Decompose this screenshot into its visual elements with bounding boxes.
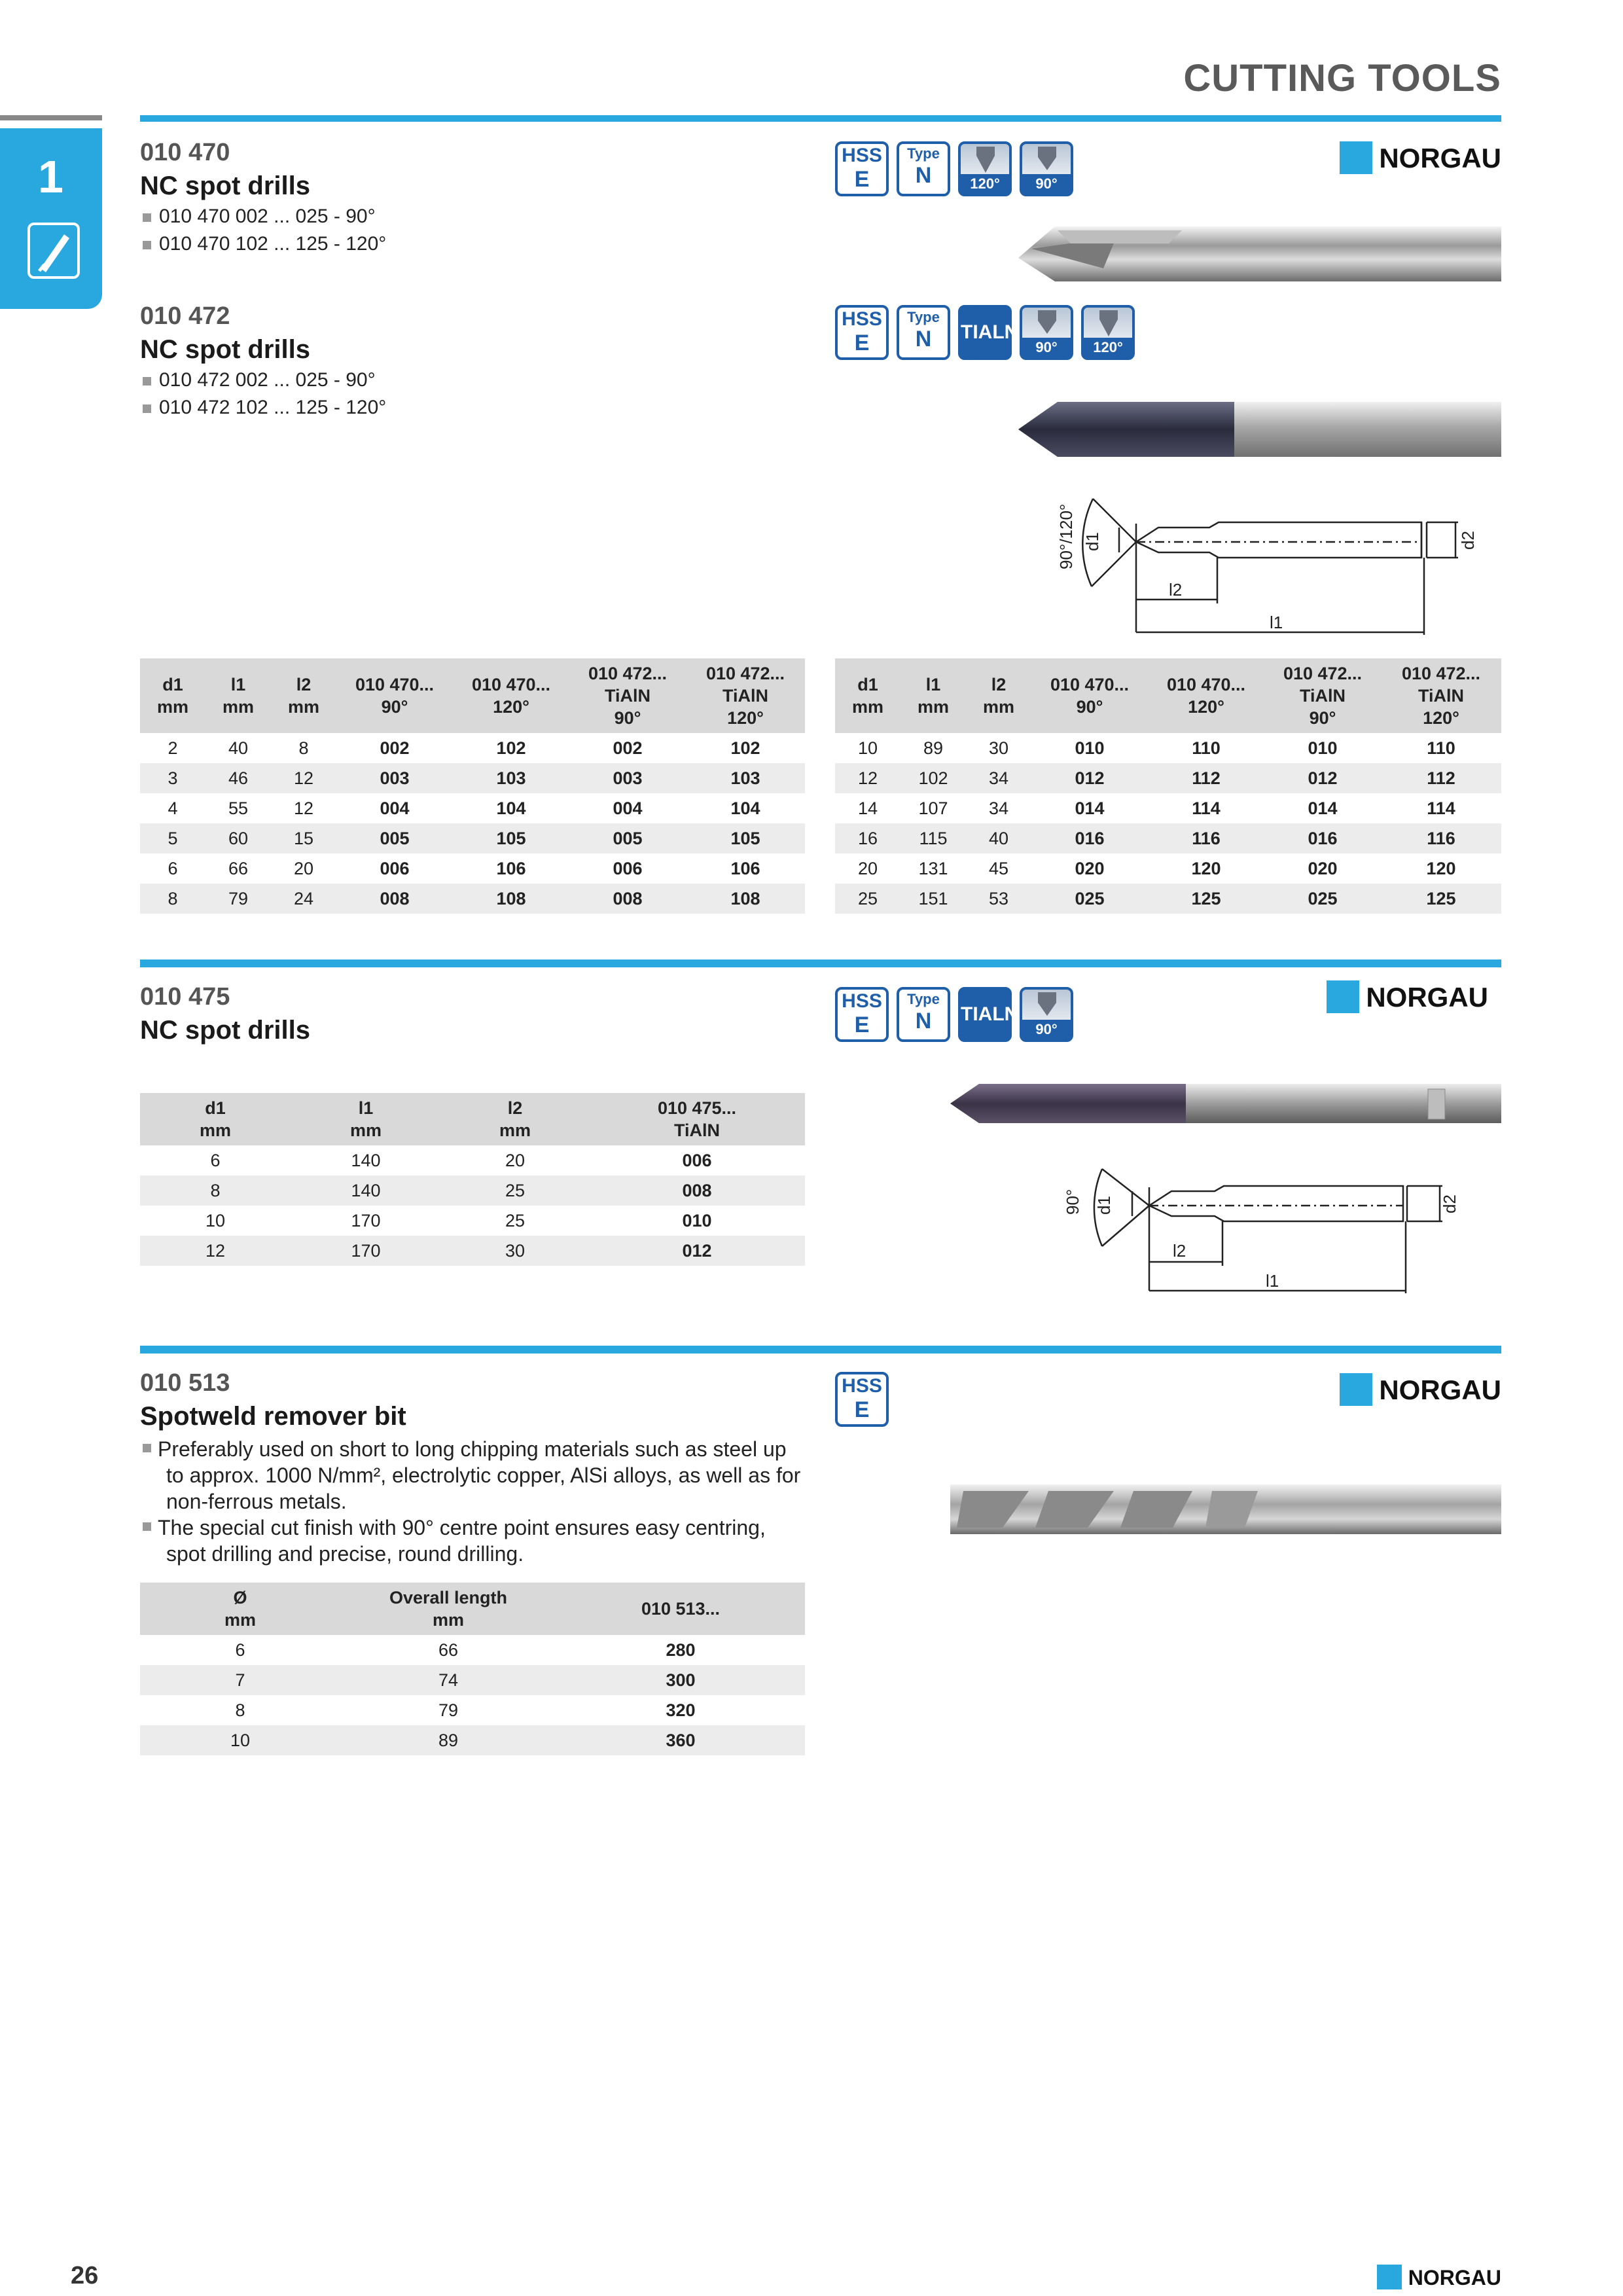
table-cell: 320 [666, 1700, 696, 1720]
table-cell: 55 [228, 798, 249, 818]
table-cell: 66 [228, 858, 249, 878]
table-cell: 45 [988, 858, 1009, 878]
column-header: 010 475... TiAlN [589, 1093, 805, 1145]
table-row [835, 853, 1501, 884]
table-cell: 79 [438, 1700, 459, 1720]
spot-drill-image [1018, 223, 1501, 285]
angle-90-icon: 90° [1020, 987, 1073, 1042]
table-cell: 106 [496, 858, 526, 878]
brand-logo: NORGAU [1340, 143, 1501, 177]
table-cell: 103 [686, 763, 805, 793]
table-row [140, 1665, 805, 1695]
section-code: 010 470 [140, 139, 230, 166]
table-cell: 107 [918, 798, 948, 818]
hss-e-badge: HSS E [835, 987, 889, 1042]
table-cell: 3 [140, 763, 205, 793]
list-item: 010 472 002 ... 025 - 90° [143, 369, 376, 391]
table-cell: 020 [1308, 858, 1338, 878]
column-header: l2 mm [966, 658, 1031, 733]
table-cell: 003 [569, 763, 686, 793]
table-cell: 108 [686, 884, 805, 914]
table-cell: 012 [1264, 763, 1381, 793]
table-cell: 2 [168, 738, 178, 758]
table-cell: 014 [1308, 798, 1338, 818]
table-cell: 40 [966, 823, 1031, 853]
table-row [140, 853, 805, 884]
size-table-513 [140, 1583, 805, 1755]
angle-120-icon: 120° [958, 141, 1012, 196]
table-cell: 004 [380, 798, 410, 818]
hss-e-badge: HSS E [835, 1372, 889, 1427]
table-cell: 25 [505, 1210, 526, 1230]
table-cell: 112 [1148, 763, 1264, 793]
column-header: 010 470... 90° [1031, 658, 1148, 733]
table-cell: 34 [966, 763, 1031, 793]
spotweld-bit-image [950, 1478, 1501, 1539]
table-row [140, 823, 805, 853]
column-header: l1 mm [291, 1093, 441, 1145]
list-item: 010 470 002 ... 025 - 90° [143, 206, 376, 228]
table-cell: 66 [438, 1640, 459, 1660]
table-cell: 112 [1381, 763, 1501, 793]
table-cell: 010 [682, 1210, 712, 1230]
l1-label: l1 [1266, 1271, 1279, 1291]
table-row [835, 823, 1501, 853]
column-header: d1 mm [140, 658, 205, 733]
table-cell: 120 [1191, 858, 1221, 878]
section-divider [140, 960, 1501, 967]
header-divider [0, 115, 102, 120]
angle-label: 90°/120° [1056, 503, 1076, 569]
type-n-badge: Type N [897, 141, 950, 196]
column-header: Overall length mm [340, 1583, 556, 1635]
table-cell: 110 [1427, 738, 1455, 758]
table-row [140, 793, 805, 823]
table-cell: 6 [235, 1640, 245, 1660]
l2-label: l2 [1173, 1241, 1186, 1261]
section-code: 010 472 [140, 302, 230, 330]
hss-e-badge: HSS E [835, 141, 889, 196]
header-rule [140, 115, 1501, 122]
long-spot-drill-image [950, 1080, 1501, 1127]
column-header: 010 472... TiAlN 120° [686, 658, 805, 733]
table-cell: 14 [857, 798, 878, 818]
column-header: 010 470... 120° [1148, 658, 1264, 733]
table-cell: 89 [923, 738, 944, 758]
table-cell: 280 [666, 1640, 696, 1660]
table-cell: 20 [857, 858, 878, 878]
table-cell: 108 [453, 884, 569, 914]
section-divider [140, 1346, 1501, 1354]
table-cell: 006 [613, 858, 643, 878]
table-cell: 006 [380, 858, 410, 878]
table-row [140, 1145, 805, 1175]
table-cell: 6 [168, 858, 178, 878]
page-number: 26 [71, 2262, 99, 2289]
table-cell: 125 [1148, 884, 1264, 914]
section-title: Spotweld remover bit [140, 1402, 406, 1431]
table-cell: 170 [291, 1236, 441, 1266]
table-cell: 40 [228, 738, 249, 758]
table-cell: 016 [1264, 823, 1381, 853]
brand-logo: NORGAU [1340, 1374, 1501, 1408]
table-row [140, 1695, 805, 1725]
table-cell: 10 [857, 738, 878, 758]
table-cell: 105 [686, 823, 805, 853]
page-header-title: CUTTING TOOLS [1183, 57, 1501, 99]
table-cell: 008 [336, 884, 453, 914]
column-header: l2 mm [441, 1093, 589, 1145]
column-header: l1 mm [901, 658, 966, 733]
table-cell: 24 [271, 884, 336, 914]
table-row [835, 884, 1501, 914]
table-row [140, 884, 805, 914]
table-cell: 125 [1381, 884, 1501, 914]
d1-label: d1 [1082, 532, 1102, 551]
column-header: l2 mm [271, 658, 336, 733]
table-cell: 8 [140, 884, 205, 914]
angle-label: 90° [1063, 1189, 1082, 1215]
column-header: d1 mm [140, 1093, 291, 1145]
list-item: 010 472 102 ... 125 - 120° [143, 397, 386, 419]
table-cell: 105 [453, 823, 569, 853]
table-cell: 151 [901, 884, 966, 914]
angle-120-icon: 120° [1081, 305, 1135, 360]
table-cell: 12 [271, 763, 336, 793]
table-cell: 116 [1381, 823, 1501, 853]
table-cell: 025 [1264, 884, 1381, 914]
table-cell: 012 [1031, 763, 1148, 793]
column-header: 010 472... TiAlN 90° [1264, 658, 1381, 733]
table-cell: 12 [140, 1236, 291, 1266]
table-cell: 10 [140, 1725, 340, 1755]
table-cell: 8 [235, 1700, 245, 1720]
footer-brand-logo: NORGAU [1377, 2266, 1501, 2292]
table-cell: 5 [140, 823, 205, 853]
table-cell: 140 [351, 1150, 381, 1170]
table-cell: 005 [336, 823, 453, 853]
table-row [140, 1725, 805, 1755]
table-row [140, 733, 805, 763]
section-title: NC spot drills [140, 1016, 311, 1045]
table-cell: 20 [293, 858, 314, 878]
table-cell: 16 [835, 823, 901, 853]
table-cell: 30 [441, 1236, 589, 1266]
table-cell: 102 [496, 738, 526, 758]
table-cell: 4 [168, 798, 178, 818]
table-cell: 114 [1427, 798, 1455, 818]
dimension-drawing [1021, 484, 1505, 648]
table-cell: 74 [340, 1665, 556, 1695]
table-cell: 8 [140, 1175, 291, 1206]
table-cell: 6 [210, 1150, 221, 1170]
column-header: 010 513... [556, 1583, 805, 1635]
table-cell: 131 [918, 858, 948, 878]
section-title: NC spot drills [140, 171, 311, 200]
column-header: 010 470... 90° [336, 658, 453, 733]
table-cell: 46 [205, 763, 271, 793]
table-cell: 020 [1075, 858, 1105, 878]
table-cell: 010 [1075, 738, 1105, 758]
section-code: 010 513 [140, 1369, 230, 1397]
d2-label: d2 [1458, 531, 1478, 550]
table-row [140, 763, 805, 793]
table-cell: 300 [556, 1665, 805, 1695]
section-code: 010 475 [140, 983, 230, 1011]
table-row [140, 1206, 805, 1236]
table-cell: 360 [556, 1725, 805, 1755]
table-cell: 140 [291, 1175, 441, 1206]
table-cell: 12 [293, 798, 314, 818]
table-cell: 170 [351, 1210, 381, 1230]
section-title: NC spot drills [140, 335, 311, 364]
column-header: l1 mm [205, 658, 271, 733]
size-table-small [140, 658, 805, 914]
table-cell: 10 [205, 1210, 226, 1230]
table-cell: 25 [835, 884, 901, 914]
table-cell: 104 [496, 798, 526, 818]
d2-label: d2 [1440, 1194, 1459, 1213]
size-table-475 [140, 1093, 805, 1266]
size-table-large [835, 658, 1501, 914]
l2-label: l2 [1169, 580, 1183, 600]
table-cell: 20 [505, 1150, 526, 1170]
table-cell: 12 [835, 763, 901, 793]
table-cell: 89 [340, 1725, 556, 1755]
table-cell: 25 [441, 1175, 589, 1206]
l1-label: l1 [1270, 613, 1283, 632]
table-cell: 025 [1031, 884, 1148, 914]
dimension-drawing [1034, 1148, 1505, 1299]
d1-label: d1 [1094, 1196, 1114, 1215]
table-row [835, 763, 1501, 793]
column-header: 010 472... TiAlN 90° [569, 658, 686, 733]
table-cell: 120 [1426, 858, 1456, 878]
type-n-badge: Type N [897, 987, 950, 1042]
table-cell: 34 [988, 798, 1009, 818]
table-cell: 30 [988, 738, 1009, 758]
description: Preferably used on short to long chipping materials such as steel up to approx. 1000 N/mm², electrolytic copper, AlSi alloys, as well as for non-ferrous metals. The special cut finish with 90° centre point ensures easy centring, spot drilling and precise, round drilling. [143, 1436, 804, 1567]
table-cell: 60 [205, 823, 271, 853]
chapter-number: 1 [38, 151, 63, 202]
column-header: 010 472... TiAlN 120° [1381, 658, 1501, 733]
table-cell: 012 [589, 1236, 805, 1266]
drill-icon [27, 223, 80, 279]
coated-spot-drill-image [1018, 397, 1501, 462]
brand-logo: NORGAU [1327, 982, 1488, 1016]
table-cell: 102 [730, 738, 760, 758]
table-cell: 8 [298, 738, 309, 758]
table-cell: 003 [336, 763, 453, 793]
table-cell: 002 [380, 738, 410, 758]
column-header: Ø mm [140, 1583, 340, 1635]
table-cell: 116 [1148, 823, 1264, 853]
table-cell: 115 [901, 823, 966, 853]
type-n-badge: Type N [897, 305, 950, 360]
table-cell: 102 [901, 763, 966, 793]
table-row [140, 1236, 805, 1266]
list-item: 010 470 102 ... 125 - 120° [143, 233, 386, 255]
table-cell: 103 [453, 763, 569, 793]
table-cell: 016 [1031, 823, 1148, 853]
table-cell: 106 [730, 858, 760, 878]
table-cell: 104 [730, 798, 760, 818]
table-cell: 114 [1192, 798, 1221, 818]
table-row [835, 793, 1501, 823]
table-cell: 79 [205, 884, 271, 914]
table-cell: 7 [140, 1665, 340, 1695]
column-header: d1 mm [835, 658, 901, 733]
table-cell: 010 [1308, 738, 1338, 758]
column-header: 010 470... 120° [453, 658, 569, 733]
tialn-coating-badge: TIALN [958, 987, 1012, 1042]
table-row [835, 733, 1501, 763]
hss-e-badge: HSS E [835, 305, 889, 360]
table-cell: 53 [966, 884, 1031, 914]
angle-90-icon: 90° [1020, 141, 1073, 196]
table-cell: 004 [613, 798, 643, 818]
table-cell: 006 [682, 1150, 712, 1170]
tialn-coating-badge: TIALN [958, 305, 1012, 360]
table-row [140, 1635, 805, 1665]
table-cell: 15 [271, 823, 336, 853]
table-cell: 002 [613, 738, 643, 758]
table-cell: 014 [1075, 798, 1105, 818]
table-cell: 110 [1192, 738, 1221, 758]
table-row [140, 1175, 805, 1206]
table-cell: 005 [569, 823, 686, 853]
table-cell: 008 [569, 884, 686, 914]
table-cell: 008 [589, 1175, 805, 1206]
angle-90-icon: 90° [1020, 305, 1073, 360]
